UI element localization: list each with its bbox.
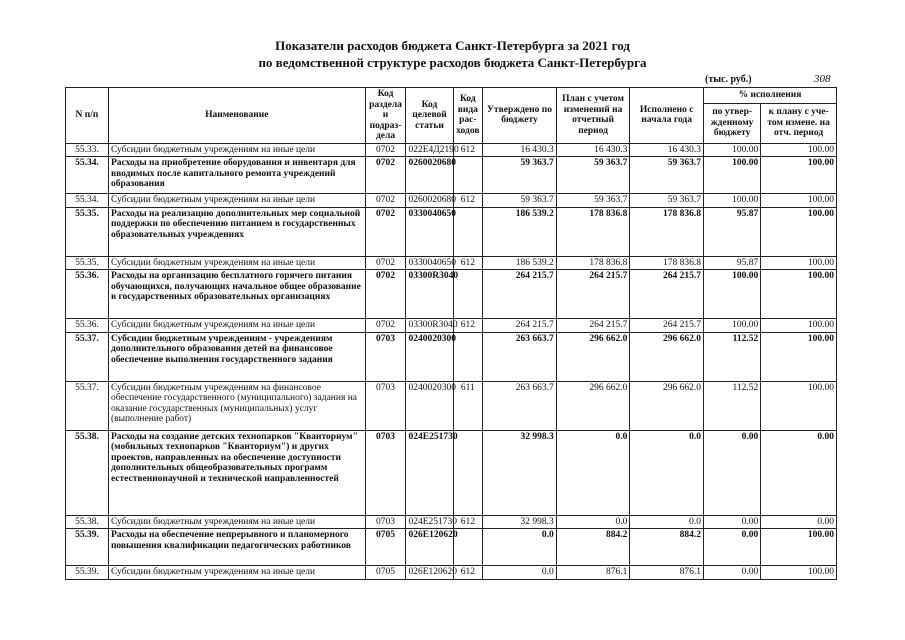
cell-pct-plan: 100.00 bbox=[761, 143, 837, 157]
cell-num: 55.39. bbox=[66, 529, 109, 566]
cell-kind: 612 bbox=[453, 194, 483, 208]
cell-pct-approved: 0.00 bbox=[703, 430, 760, 515]
cell-executed: 16 430.3 bbox=[630, 143, 704, 157]
cell-approved: 186 539.2 bbox=[483, 256, 557, 270]
cell-section: 0702 bbox=[365, 207, 406, 256]
cell-name: Расходы на организацию бесплатного горячего питания обучающихся, получающих начальное общее образование в государственных образовательных организациях bbox=[108, 270, 365, 319]
cell-approved: 186 539.2 bbox=[483, 207, 557, 256]
cell-num: 55.37. bbox=[66, 381, 109, 430]
cell-pct-approved: 95.87 bbox=[703, 207, 760, 256]
header-executed: Исполнено с начала года bbox=[630, 88, 704, 144]
cell-executed: 59 363.7 bbox=[630, 157, 704, 194]
table-row-expense bbox=[66, 270, 837, 319]
cell-section: 0702 bbox=[365, 194, 406, 208]
cell-plan: 264 215.7 bbox=[556, 319, 630, 333]
table-row-subsidy bbox=[66, 381, 837, 430]
cell-kind: 612 bbox=[453, 515, 483, 529]
cell-section: 0705 bbox=[365, 566, 406, 580]
table-row-expense bbox=[66, 529, 837, 566]
cell-pct-plan: 100.00 bbox=[761, 319, 837, 333]
cell-pct-plan: 100.00 bbox=[761, 157, 837, 194]
cell-pct-plan: 100.00 bbox=[761, 529, 837, 566]
table-row-subsidy bbox=[66, 566, 837, 580]
cell-approved: 0.0 bbox=[483, 529, 557, 566]
table-row-subsidy bbox=[66, 194, 837, 208]
cell-kind bbox=[453, 430, 483, 515]
cell-pct-approved: 112.52 bbox=[703, 381, 760, 430]
cell-pct-approved: 100.00 bbox=[703, 270, 760, 319]
cell-name: Субсидии бюджетным учреждениям на иные цели bbox=[108, 194, 365, 208]
cell-section: 0702 bbox=[365, 157, 406, 194]
cell-pct-plan: 0.00 bbox=[761, 430, 837, 515]
cell-pct-plan: 100.00 bbox=[761, 332, 837, 381]
cell-executed: 178 836.8 bbox=[630, 256, 704, 270]
cell-pct-plan: 100.00 bbox=[761, 256, 837, 270]
header-num: N п/п bbox=[66, 88, 109, 144]
cell-kind: 612 bbox=[453, 319, 483, 333]
header-name: Наименование bbox=[108, 88, 365, 144]
cell-section: 0703 bbox=[365, 381, 406, 430]
cell-executed: 296 662.0 bbox=[630, 332, 704, 381]
cell-plan: 296 662.0 bbox=[556, 381, 630, 430]
cell-num: 55.38. bbox=[66, 430, 109, 515]
cell-kind bbox=[453, 157, 483, 194]
table-row-expense bbox=[66, 430, 837, 515]
cell-plan: 59 363.7 bbox=[556, 194, 630, 208]
cell-pct-approved: 100.00 bbox=[703, 194, 760, 208]
cell-kind: 612 bbox=[453, 566, 483, 580]
cell-plan: 884.2 bbox=[556, 529, 630, 566]
cell-num: 55.37. bbox=[66, 332, 109, 381]
cell-kind: 612 bbox=[453, 143, 483, 157]
cell-plan: 16 430.3 bbox=[556, 143, 630, 157]
cell-kind: 612 bbox=[453, 256, 483, 270]
report-title: Показатели расходов бюджета Санкт-Петербурга за 2021 год bbox=[275, 38, 630, 53]
cell-num: 55.36. bbox=[66, 270, 109, 319]
cell-executed: 59 363.7 bbox=[630, 194, 704, 208]
cell-section: 0702 bbox=[365, 270, 406, 319]
header-target: Код целевой статьи bbox=[406, 88, 453, 144]
table-row-subsidy bbox=[66, 143, 837, 157]
cell-pct-approved: 95.87 bbox=[703, 256, 760, 270]
cell-kind bbox=[453, 207, 483, 256]
cell-target: 03300R3040 bbox=[406, 319, 453, 333]
cell-executed: 0.0 bbox=[630, 515, 704, 529]
header-section: Код раздела и подраз-дела bbox=[365, 88, 406, 144]
cell-name: Субсидии бюджетным учреждениям на финансовое обеспечение государственного (муниципального) задания на оказание государственных (муниципальных) услуг (выполнение работ) bbox=[108, 381, 365, 430]
cell-section: 0702 bbox=[365, 256, 406, 270]
cell-plan: 264 215.7 bbox=[556, 270, 630, 319]
cell-section: 0702 bbox=[365, 143, 406, 157]
cell-name: Расходы на реализацию дополнительных мер социальной поддержки по обеспечению питанием в государственных образовательных учреждениях bbox=[108, 207, 365, 256]
cell-kind bbox=[453, 332, 483, 381]
cell-target: 0240020300 bbox=[406, 332, 453, 381]
cell-approved: 263 663.7 bbox=[483, 332, 557, 381]
cell-name: Субсидии бюджетным учреждениям на иные цели bbox=[108, 143, 365, 157]
cell-executed: 264 215.7 bbox=[630, 319, 704, 333]
cell-pct-approved: 0.00 bbox=[703, 566, 760, 580]
cell-name: Субсидии бюджетным учреждениям на иные цели bbox=[108, 515, 365, 529]
header-plan: План с учетом изменений на отчетный период bbox=[556, 88, 630, 144]
cell-executed: 296 662.0 bbox=[630, 381, 704, 430]
cell-plan: 59 363.7 bbox=[556, 157, 630, 194]
table-row-expense bbox=[66, 332, 837, 381]
cell-plan: 0.0 bbox=[556, 430, 630, 515]
page-number: 308 bbox=[814, 73, 831, 85]
cell-target: 0330040650 bbox=[406, 207, 453, 256]
cell-target: 0330040650 bbox=[406, 256, 453, 270]
cell-target: 024Е251730 bbox=[406, 515, 453, 529]
cell-num: 55.33. bbox=[66, 143, 109, 157]
cell-target: 024Е251730 bbox=[406, 430, 453, 515]
cell-name: Субсидии бюджетным учреждениям на иные цели bbox=[108, 566, 365, 580]
cell-name: Расходы на обеспечение непрерывного и планомерного повышения квалификации педагогических работников bbox=[108, 529, 365, 566]
table-row-subsidy bbox=[66, 515, 837, 529]
cell-target: 0260020680 bbox=[406, 194, 453, 208]
header-kind: Код вида рас-ходов bbox=[453, 88, 483, 144]
cell-name: Субсидии бюджетным учреждениям на иные цели bbox=[108, 256, 365, 270]
cell-target: 0260020680 bbox=[406, 157, 453, 194]
cell-executed: 178 836.8 bbox=[630, 207, 704, 256]
cell-approved: 264 215.7 bbox=[483, 319, 557, 333]
cell-num: 55.38. bbox=[66, 515, 109, 529]
cell-approved: 59 363.7 bbox=[483, 194, 557, 208]
cell-pct-approved: 100.00 bbox=[703, 319, 760, 333]
cell-plan: 178 836.8 bbox=[556, 256, 630, 270]
units-label: (тыс. руб.) bbox=[705, 74, 752, 85]
cell-plan: 0.0 bbox=[556, 515, 630, 529]
cell-pct-approved: 112.52 bbox=[703, 332, 760, 381]
table-row-expense bbox=[66, 207, 837, 256]
cell-num: 55.34. bbox=[66, 194, 109, 208]
cell-name: Субсидии бюджетным учреждениям - учреждениям дополнительного образования детей на финансовое обеспечение выполнения государственного задания bbox=[108, 332, 365, 381]
cell-num: 55.34. bbox=[66, 157, 109, 194]
header-approved: Утверждено по бюджету bbox=[483, 88, 557, 144]
header-pct-approved: по утвер-жденному бюджету bbox=[703, 103, 760, 143]
cell-pct-approved: 0.00 bbox=[703, 515, 760, 529]
cell-executed: 0.0 bbox=[630, 430, 704, 515]
cell-approved: 0.0 bbox=[483, 566, 557, 580]
cell-pct-plan: 100.00 bbox=[761, 207, 837, 256]
cell-executed: 876.1 bbox=[630, 566, 704, 580]
cell-pct-plan: 100.00 bbox=[761, 270, 837, 319]
cell-name: Субсидии бюджетным учреждениям на иные цели bbox=[108, 319, 365, 333]
budget-table bbox=[65, 87, 837, 580]
cell-approved: 16 430.3 bbox=[483, 143, 557, 157]
cell-name: Расходы на приобретение оборудования и инвентаря для вводимых после капитального ремонта учреждений образования bbox=[108, 157, 365, 194]
table-body bbox=[66, 143, 837, 579]
table-row-subsidy bbox=[66, 256, 837, 270]
table-row-subsidy bbox=[66, 319, 837, 333]
cell-target: 022Е4Д2190 bbox=[406, 143, 453, 157]
cell-target: 0240020300 bbox=[406, 381, 453, 430]
cell-executed: 264 215.7 bbox=[630, 270, 704, 319]
cell-pct-approved: 100.00 bbox=[703, 143, 760, 157]
header-pct-plan: к плану с уче-том измене. на отч. период bbox=[761, 103, 837, 143]
cell-approved: 59 363.7 bbox=[483, 157, 557, 194]
cell-pct-plan: 100.00 bbox=[761, 194, 837, 208]
cell-target: 03300R3040 bbox=[406, 270, 453, 319]
cell-approved: 263 663.7 bbox=[483, 381, 557, 430]
cell-pct-plan: 100.00 bbox=[761, 381, 837, 430]
header-percent-group: % исполнения bbox=[703, 88, 836, 104]
cell-pct-approved: 0.00 bbox=[703, 529, 760, 566]
cell-num: 55.39. bbox=[66, 566, 109, 580]
cell-target: 026Е120620 bbox=[406, 566, 453, 580]
cell-pct-plan: 0.00 bbox=[761, 515, 837, 529]
cell-name: Расходы на создание детских технопарков "Кванториум" (мобильных технопарков "Кванториум") и других проектов, направленных на обеспечение доступности дополнительных общеобразовательных программ естественнонаучной и технической направленностей bbox=[108, 430, 365, 515]
cell-section: 0703 bbox=[365, 332, 406, 381]
cell-num: 55.35. bbox=[66, 256, 109, 270]
cell-plan: 296 662.0 bbox=[556, 332, 630, 381]
cell-executed: 884.2 bbox=[630, 529, 704, 566]
cell-pct-approved: 100.00 bbox=[703, 157, 760, 194]
cell-section: 0703 bbox=[365, 430, 406, 515]
cell-section: 0703 bbox=[365, 515, 406, 529]
cell-approved: 32 998.3 bbox=[483, 430, 557, 515]
cell-pct-plan: 100.00 bbox=[761, 566, 837, 580]
cell-num: 55.35. bbox=[66, 207, 109, 256]
cell-section: 0705 bbox=[365, 529, 406, 566]
report-subtitle: по ведомственной структуре расходов бюджета Санкт-Петербурга bbox=[258, 55, 647, 70]
cell-plan: 876.1 bbox=[556, 566, 630, 580]
cell-approved: 264 215.7 bbox=[483, 270, 557, 319]
cell-section: 0702 bbox=[365, 319, 406, 333]
cell-target: 026Е120620 bbox=[406, 529, 453, 566]
cell-kind: 611 bbox=[453, 381, 483, 430]
cell-num: 55.36. bbox=[66, 319, 109, 333]
table-row-expense bbox=[66, 157, 837, 194]
cell-approved: 32 998.3 bbox=[483, 515, 557, 529]
cell-plan: 178 836.8 bbox=[556, 207, 630, 256]
